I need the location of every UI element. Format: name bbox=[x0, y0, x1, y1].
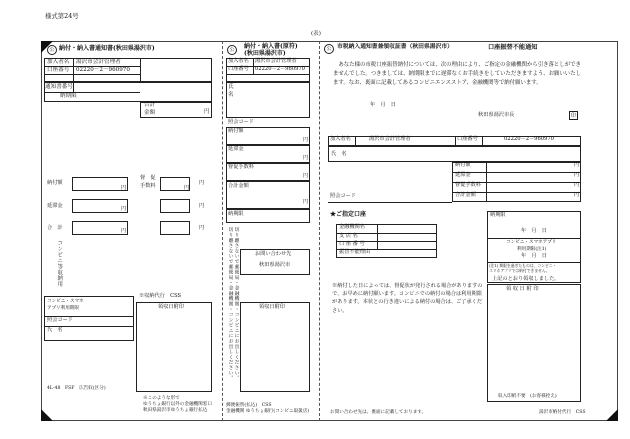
right-term-date: 年 月 日 bbox=[521, 228, 547, 234]
left-footer: 4L-48 FSF 広告収(区分) bbox=[47, 386, 106, 391]
right-mayor: 秋田県湯沢市長 bbox=[478, 112, 515, 118]
middle-term-label: 納期限 bbox=[228, 211, 244, 217]
separator-right bbox=[319, 41, 320, 421]
right-misc-code: 照会コード bbox=[330, 193, 356, 199]
right-payer-value: 湯沢市会計管理者 bbox=[369, 136, 411, 142]
left-name-label: 氏 名 bbox=[47, 327, 63, 333]
middle-acct-label: 口座番号 bbox=[228, 66, 249, 72]
left-tax-label: 納付額 bbox=[47, 180, 63, 186]
right-stamp-title: 領 収 日 附 印 bbox=[506, 286, 539, 292]
right-conv-label2: 利用期限(注1) bbox=[517, 247, 547, 252]
right-bank-label: 金融機関名 bbox=[339, 224, 365, 230]
right-title2: 口座振替不能通知 bbox=[488, 44, 538, 51]
middle-tax-yen: 円 bbox=[303, 137, 309, 143]
right-tax-yen: 円 bbox=[574, 162, 580, 168]
right-acct-value: 02220－2－960970 bbox=[504, 136, 554, 142]
right-reason-label: 振替不能理由 bbox=[339, 249, 371, 255]
right-tax-label: 納付額 bbox=[455, 162, 471, 168]
right-stamp-box bbox=[487, 284, 581, 402]
left-tax-box bbox=[72, 177, 128, 191]
middle-total-yen: 円 bbox=[303, 199, 309, 205]
middle-acct-value: 02220－2－960970 bbox=[255, 66, 305, 72]
middle-stamp-title: 領収日附印 bbox=[259, 304, 285, 310]
left-misc-code: 照会コード bbox=[47, 317, 73, 323]
left-sum-box2 bbox=[160, 221, 190, 235]
left-acct-value: 02220－2－960970 bbox=[76, 67, 130, 73]
left-sum-yen-side: 円 bbox=[199, 225, 205, 231]
separator-left bbox=[222, 41, 223, 421]
right-branch-label: 支 店 名 bbox=[339, 233, 358, 239]
right-footer-right: 湯沢市納付代行 CSS bbox=[539, 410, 586, 415]
right-total-yen: 円 bbox=[574, 192, 580, 198]
left-stamp-title: 領収日附印 bbox=[158, 304, 184, 310]
left-acct-label: 口座番号 bbox=[47, 67, 70, 73]
left-tax-yen: 円 bbox=[121, 185, 127, 191]
middle-contact-value: 秋田県湯沢市 bbox=[259, 262, 291, 268]
middle-title2: (秋田県湯沢市) bbox=[244, 50, 286, 57]
left-yen-side: 円 bbox=[199, 180, 205, 186]
left-footer-r3: 秋田県湯沢市ゆうちょ銀行払込 bbox=[143, 408, 208, 413]
left-payer-value: 湯沢市会計管理者 bbox=[76, 59, 121, 65]
left-penalty-label: 延滞金 bbox=[47, 203, 63, 209]
middle-payer-value: 湯沢市会計管理者 bbox=[255, 58, 297, 64]
city-emblem-icon-2: 公 bbox=[227, 45, 237, 55]
corner-mark-br bbox=[606, 409, 618, 421]
right-footer-left: お問い合わせ先は、裏面に記載しております。 bbox=[330, 410, 427, 415]
right-cancel-note: 収入印紙不要 (お客様控え) bbox=[498, 394, 557, 399]
middle-name-label2: 名 bbox=[228, 92, 234, 98]
middle-reminder-yen: 円 bbox=[303, 173, 309, 179]
right-acct-label: 口座番号 bbox=[457, 136, 478, 142]
left-reminder-label1: 督 促 bbox=[140, 175, 156, 181]
corner-mark-bl bbox=[41, 409, 53, 421]
middle-reminder-label: 督促手数料 bbox=[228, 164, 254, 170]
middle-name-label: 氏 bbox=[228, 84, 234, 90]
omote-label: (表) bbox=[311, 31, 321, 37]
right-reminder-yen: 円 bbox=[574, 182, 580, 188]
left-payer-label: 加入者名 bbox=[47, 59, 70, 65]
middle-footer1: 郵便振替(払込) CSS bbox=[226, 403, 272, 408]
right-conv-label1: コンビニ・スマホアプリ bbox=[506, 240, 557, 245]
city-emblem-icon-3: 公 bbox=[324, 44, 334, 54]
left-sum-yen: 円 bbox=[121, 228, 127, 234]
middle-title1: 納付・納入書(原符) bbox=[244, 43, 298, 50]
left-term-label: 納期限 bbox=[60, 93, 77, 99]
middle-payer-label: 加入者名 bbox=[228, 58, 249, 64]
right-total-label: 合計金額 bbox=[455, 192, 476, 198]
left-total-label2: 金額 bbox=[144, 110, 156, 116]
left-penalty-box2 bbox=[160, 199, 190, 213]
left-title: 納付・納入書通知書(秋田県湯沢市) bbox=[59, 45, 155, 52]
right-seal-icon: 印 bbox=[570, 113, 576, 119]
right-payer-label: 加入者名 bbox=[330, 136, 351, 142]
left-conv-box-line2: アプリ利用期限 bbox=[47, 306, 79, 311]
city-emblem-icon: 公 bbox=[47, 45, 57, 55]
right-title: 市税納入通知書兼領収証書（秋田県湯沢市） bbox=[337, 44, 453, 50]
left-penalty-yen-side: 円 bbox=[199, 203, 205, 209]
middle-stamp-box bbox=[240, 302, 310, 392]
left-sum-label: 合 計 bbox=[47, 225, 63, 231]
right-name-label: 氏 名 bbox=[331, 151, 347, 157]
left-reminder-yen: 円 bbox=[184, 185, 190, 191]
middle-footer2: 金融機関 ゆうちょ銀行(コンビニ取扱店) bbox=[226, 409, 310, 414]
right-penalty-label: 延滞金 bbox=[455, 172, 471, 178]
right-receipt-note: 上記のとおり領収しました。 bbox=[492, 276, 560, 282]
left-conv-box-line1: コンビニ・スマホ bbox=[47, 299, 84, 304]
right-date: 年 月 日 bbox=[370, 102, 396, 108]
middle-name-box bbox=[226, 82, 310, 118]
right-name-box bbox=[328, 146, 581, 162]
left-conv-label: コンビニ等収納用 bbox=[56, 240, 63, 288]
left-notice-label: 通知書番号 bbox=[45, 84, 73, 90]
left-total-label1: 合計 bbox=[144, 102, 156, 108]
middle-vertical-note2: 切り離さないで郵便局・金融機関・コンビニにお出しください。 bbox=[233, 227, 239, 381]
right-note-small2: スマホアプリでは納付できません。 bbox=[489, 268, 550, 273]
right-term-label: 納期限 bbox=[490, 212, 506, 218]
form-number: 様式第24号 bbox=[45, 12, 79, 20]
left-total-yen: 円 bbox=[204, 109, 210, 115]
left-sum-box bbox=[72, 221, 128, 235]
middle-vertical-note: 切り離さないで郵便局・金融機関・コンビニにお出しください。 bbox=[227, 227, 233, 381]
right-conv-date: 年 月 日 bbox=[521, 253, 547, 259]
middle-misc-code: 照会コード bbox=[228, 119, 254, 125]
right-account-header: ★ご指定口座 bbox=[330, 211, 367, 218]
left-penalty-box bbox=[72, 199, 128, 213]
middle-tax-label: 納付額 bbox=[228, 128, 244, 134]
right-para1: あなた様の市税口座振替納付については、次の理由により、ご指定の金融機関から引き落としができませんでした。つきましては、納期限までに遅滞なくお手続きをしていただきますよう、お願いいたします。なお、裏面に記載してあるコンビニエンスストア、金融機関等で納付願います。 bbox=[333, 62, 581, 86]
middle-penalty-yen: 円 bbox=[303, 155, 309, 161]
left-agent-note: ※収納代行 CSS bbox=[139, 293, 182, 299]
middle-contact-title: お問い合わせ先 bbox=[255, 251, 292, 257]
right-acct-no-label: 口 座 番 号 bbox=[339, 241, 365, 247]
right-note: ※納付した日によっては、督促状が発行される場合がありますので、お早めに納付願います。コンビニでの納付の場合は利用期限があります。本状との行き違いによる納付の場合は、ご了承ください。 bbox=[332, 283, 483, 314]
left-penalty-yen: 円 bbox=[121, 206, 127, 212]
right-reminder-label: 督促手数料 bbox=[455, 182, 481, 188]
right-penalty-yen: 円 bbox=[574, 172, 580, 178]
middle-penalty-label: 延滞金 bbox=[228, 146, 244, 152]
left-stamp-box bbox=[136, 302, 212, 392]
middle-total-label: 合計金額 bbox=[228, 183, 249, 189]
left-reminder-label2: 手数料 bbox=[140, 183, 156, 189]
right-note-small1: (注1) 期限を過ぎたものは、コンビニ・ bbox=[489, 263, 557, 268]
left-footer-r2: ゆうちょ銀行以外の金融機関窓口 bbox=[143, 402, 212, 407]
left-footer-r1: ※このような形で bbox=[143, 396, 180, 401]
